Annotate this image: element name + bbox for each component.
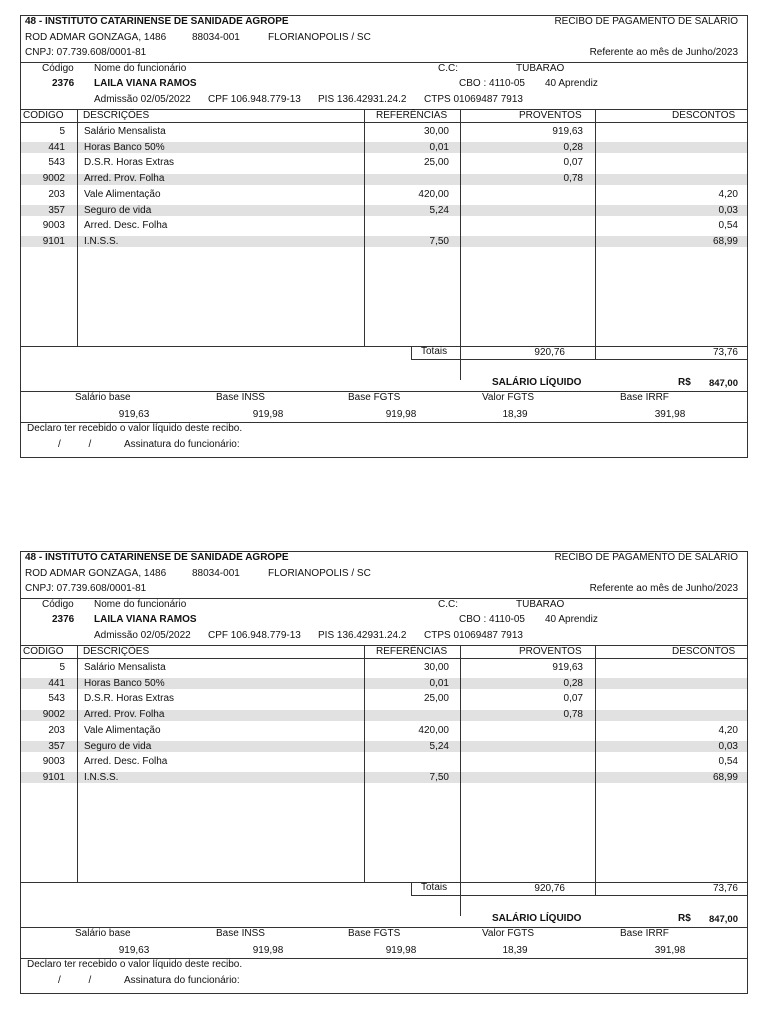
base-value: 18,39: [502, 409, 528, 420]
base-label: Base FGTS: [348, 392, 401, 403]
base-label: Base FGTS: [348, 928, 401, 939]
document-title: RECIBO DE PAGAMENTO DE SALÁRIO: [554, 16, 738, 27]
column-header-earnings: PROVENTOS: [519, 646, 582, 657]
row-code: 441: [48, 677, 65, 689]
column-header-deductions: DESCONTOS: [672, 110, 736, 121]
row-reference: 25,00: [423, 157, 449, 169]
totals-section: [20, 882, 748, 928]
row-deductions: 0,54: [718, 756, 738, 768]
row-deductions: 0,03: [718, 740, 738, 752]
company-address: ROD ADMAR GONZAGA, 1486: [25, 568, 167, 579]
row-code: 203: [48, 188, 65, 200]
employee-name-label: Nome do funcionário: [94, 599, 187, 610]
declaration-text: Declaro ter recebido o valor líquido deste recibo.: [27, 423, 243, 434]
column-header-earnings: PROVENTOS: [519, 110, 582, 121]
row-code: 357: [48, 740, 65, 752]
row-description: Horas Banco 50%: [84, 677, 165, 689]
row-reference: 7,50: [429, 771, 449, 783]
row-shading: [596, 678, 747, 689]
column-header-deductions: DESCONTOS: [672, 646, 736, 657]
row-reference: 0,01: [429, 677, 449, 689]
row-deductions: 68,99: [712, 771, 738, 783]
totals-divider: [411, 347, 412, 359]
row-shading: [78, 772, 364, 783]
net-salary-value: 847,00: [708, 378, 738, 389]
payslip: [20, 15, 748, 458]
row-code: 9101: [42, 235, 65, 247]
base-value: 919,98: [252, 409, 284, 420]
row-code: 543: [48, 693, 65, 705]
company-cnpj: CNPJ: 07.739.608/0001-81: [25, 47, 147, 58]
date-field[interactable]: / /: [58, 975, 92, 986]
base-label: Salário base: [75, 392, 131, 403]
base-value: 919,98: [252, 945, 284, 956]
row-earnings: 0,28: [563, 677, 583, 689]
row-earnings: 0,07: [563, 693, 583, 705]
row-description: Arred. Desc. Folha: [84, 220, 168, 232]
employee-cbo: CBO : 4110-05: [459, 78, 525, 89]
totals-deductions: 73,76: [712, 347, 738, 358]
company-address: ROD ADMAR GONZAGA, 1486: [25, 32, 167, 43]
row-description: D.S.R. Horas Extras: [84, 693, 175, 705]
row-shading: [461, 236, 595, 247]
reference-month: Referente ao mês de Junho/2023: [589, 583, 738, 594]
row-code: 357: [48, 204, 65, 216]
row-reference: 420,00: [418, 724, 449, 736]
employee-code: 2376: [52, 78, 75, 89]
row-description: Salário Mensalista: [84, 126, 166, 137]
net-salary-label: SALÁRIO LÍQUIDO: [492, 377, 582, 388]
totals-divider: [411, 883, 412, 895]
employee-code-label: Código: [42, 599, 74, 610]
employee-ctps: CTPS 01069487 7913: [424, 94, 523, 105]
row-code: 9002: [42, 173, 65, 185]
base-label: Valor FGTS: [482, 928, 535, 939]
row-description: Arred. Desc. Folha: [84, 756, 168, 768]
row-code: 441: [48, 141, 65, 153]
column-header-code: CODIGO: [23, 110, 64, 121]
employee-admission: Admissão 02/05/2022: [94, 94, 191, 105]
row-description: Seguro de vida: [84, 204, 152, 216]
column-header-references: REFERÊNCIAS: [376, 110, 448, 121]
row-reference: 30,00: [423, 662, 449, 673]
base-label: Base INSS: [216, 928, 265, 939]
employee-role: 40 Aprendiz: [545, 614, 598, 625]
row-shading: [365, 710, 460, 721]
row-description: Vale Alimentação: [84, 724, 161, 736]
row-description: Salário Mensalista: [84, 662, 166, 673]
employee-code-label: Código: [42, 63, 74, 74]
base-label: Valor FGTS: [482, 392, 535, 403]
totals-label: Totais: [421, 882, 448, 893]
row-description: Vale Alimentação: [84, 188, 161, 200]
totals-label: Totais: [421, 346, 448, 357]
totals-divider: [595, 883, 596, 895]
employee-code: 2376: [52, 614, 75, 625]
company-cnpj: CNPJ: 07.739.608/0001-81: [25, 583, 147, 594]
employee-name-label: Nome do funcionário: [94, 63, 187, 74]
reference-month: Referente ao mês de Junho/2023: [589, 47, 738, 58]
totals-divider: [595, 347, 596, 359]
row-description: Seguro de vida: [84, 740, 152, 752]
row-description: Arred. Prov. Folha: [84, 173, 165, 185]
employee-pis: PIS 136.42931.24.2: [318, 94, 407, 105]
employee-cpf: CPF 106.948.779-13: [208, 630, 301, 641]
row-deductions: 4,20: [718, 188, 738, 200]
row-code: 9003: [42, 220, 65, 232]
net-salary-currency: R$: [678, 913, 691, 924]
totals-earnings: 920,76: [534, 347, 565, 358]
row-code: 203: [48, 724, 65, 736]
column-header-code: CODIGO: [23, 646, 64, 657]
base-value: 919,98: [385, 945, 417, 956]
row-earnings: 919,63: [552, 662, 583, 673]
row-earnings: 0,07: [563, 157, 583, 169]
base-value: 919,63: [118, 945, 150, 956]
row-reference: 30,00: [423, 126, 449, 137]
row-description: D.S.R. Horas Extras: [84, 157, 175, 169]
row-code: 9002: [42, 709, 65, 721]
row-code: 5: [59, 126, 65, 137]
declaration-text: Declaro ter recebido o valor líquido deste recibo.: [27, 959, 243, 970]
company-city: FLORIANOPOLIS / SC: [268, 568, 371, 579]
row-reference: 5,24: [429, 740, 449, 752]
row-description: Horas Banco 50%: [84, 141, 165, 153]
table-header-divider: [20, 122, 748, 123]
employee-name: LAILA VIANA RAMOS: [94, 614, 197, 625]
payslip: [20, 551, 748, 994]
row-description: I.N.S.S.: [84, 771, 119, 783]
row-shading: [461, 772, 595, 783]
company-zip: 88034-001: [192, 32, 240, 43]
row-shading: [596, 710, 747, 721]
base-label: Base IRRF: [620, 928, 669, 939]
net-salary-label: SALÁRIO LÍQUIDO: [492, 913, 582, 924]
row-code: 9003: [42, 756, 65, 768]
row-shading: [596, 174, 747, 185]
column-header-description: DESCRIÇÕES: [83, 110, 150, 121]
base-value: 391,98: [654, 409, 686, 420]
employee-cpf: CPF 106.948.779-13: [208, 94, 301, 105]
totals-deductions: 73,76: [712, 883, 738, 894]
row-description: I.N.S.S.: [84, 235, 119, 247]
employee-pis: PIS 136.42931.24.2: [318, 630, 407, 641]
column-header-references: REFERÊNCIAS: [376, 646, 448, 657]
employee-cbo: CBO : 4110-05: [459, 614, 525, 625]
row-shading: [596, 142, 747, 153]
base-label: Salário base: [75, 928, 131, 939]
company-name: 48 - INSTITUTO CATARINENSE DE SANIDADE AGROPE: [25, 552, 289, 563]
row-reference: 5,24: [429, 204, 449, 216]
company-city: FLORIANOPOLIS / SC: [268, 32, 371, 43]
row-shading: [78, 236, 364, 247]
date-field[interactable]: / /: [58, 439, 92, 450]
row-code: 9101: [42, 771, 65, 783]
totals-earnings: 920,76: [534, 883, 565, 894]
base-value: 391,98: [654, 945, 686, 956]
row-earnings: 0,78: [563, 709, 583, 721]
signature-label: Assinatura do funcionário:: [124, 439, 240, 450]
row-earnings: 0,28: [563, 141, 583, 153]
row-earnings: 919,63: [552, 126, 583, 137]
row-deductions: 0,54: [718, 220, 738, 232]
totals-underline: [411, 359, 748, 360]
row-reference: 420,00: [418, 188, 449, 200]
row-shading: [365, 174, 460, 185]
employee-admission: Admissão 02/05/2022: [94, 630, 191, 641]
employee-ctps: CTPS 01069487 7913: [424, 630, 523, 641]
base-value: 919,98: [385, 409, 417, 420]
employee-role: 40 Aprendiz: [545, 78, 598, 89]
totals-section: [20, 346, 748, 392]
company-name: 48 - INSTITUTO CATARINENSE DE SANIDADE AGROPE: [25, 16, 289, 27]
row-shading: [461, 205, 595, 216]
totals-underline: [411, 895, 748, 896]
row-code: 543: [48, 157, 65, 169]
row-reference: 7,50: [429, 235, 449, 247]
row-reference: 25,00: [423, 693, 449, 705]
row-deductions: 68,99: [712, 235, 738, 247]
row-earnings: 0,78: [563, 173, 583, 185]
base-value: 919,63: [118, 409, 150, 420]
row-reference: 0,01: [429, 141, 449, 153]
signature-label: Assinatura do funcionário:: [124, 975, 240, 986]
net-salary-value: 847,00: [708, 914, 738, 925]
base-label: Base INSS: [216, 392, 265, 403]
cost-center-value: TUBARAO: [516, 63, 565, 74]
row-description: Arred. Prov. Folha: [84, 709, 165, 721]
base-value: 18,39: [502, 945, 528, 956]
row-deductions: 0,03: [718, 204, 738, 216]
net-salary-currency: R$: [678, 377, 691, 388]
document-title: RECIBO DE PAGAMENTO DE SALÁRIO: [554, 552, 738, 563]
cost-center-value: TUBARAO: [516, 599, 565, 610]
employee-name: LAILA VIANA RAMOS: [94, 78, 197, 89]
company-zip: 88034-001: [192, 568, 240, 579]
row-code: 5: [59, 662, 65, 673]
table-header-divider: [20, 658, 748, 659]
cost-center-label: C.C:: [438, 63, 458, 74]
cost-center-label: C.C:: [438, 599, 458, 610]
row-deductions: 4,20: [718, 724, 738, 736]
row-shading: [461, 741, 595, 752]
base-label: Base IRRF: [620, 392, 669, 403]
column-header-description: DESCRIÇÕES: [83, 646, 150, 657]
